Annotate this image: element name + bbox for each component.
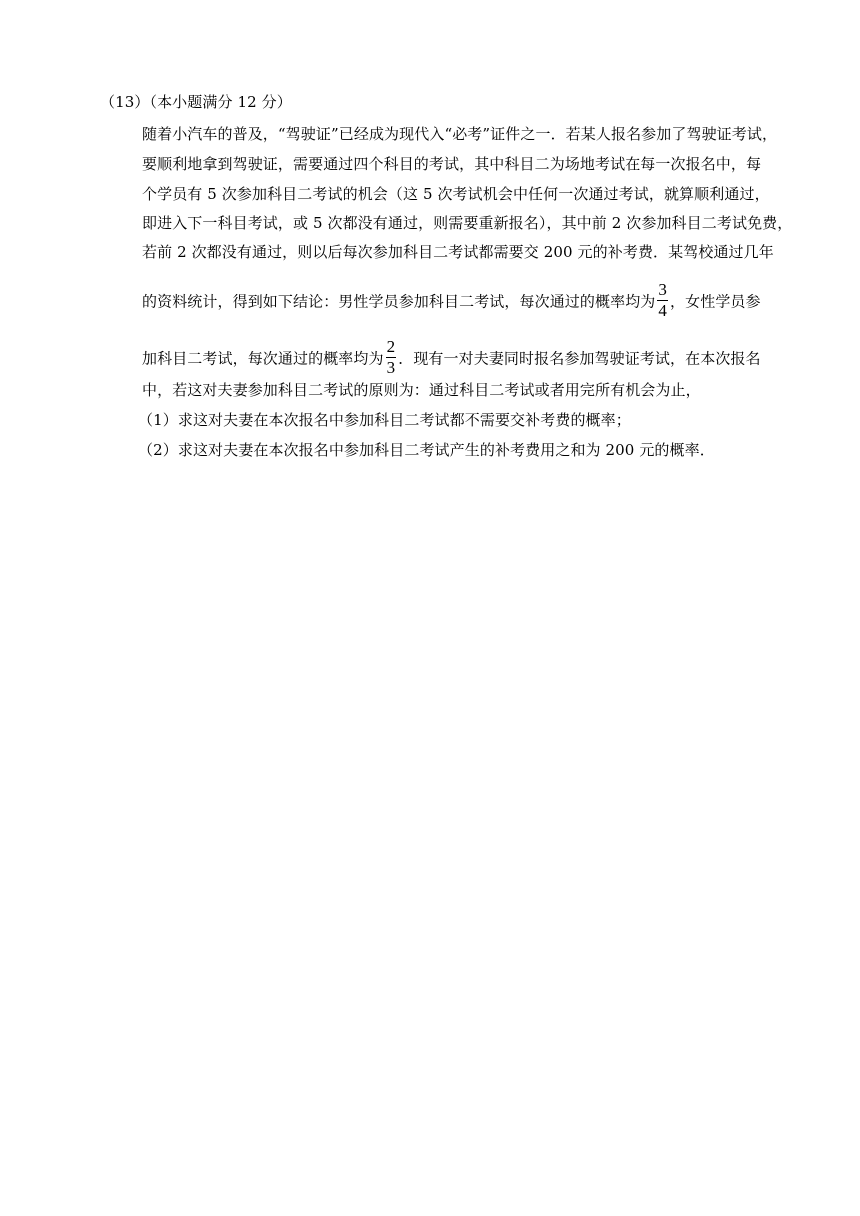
question-1: （1）求这对夫妻在本次报名中参加科目二考试都不需要交补考费的概率； <box>138 411 631 429</box>
line-7-text-after: ．现有一对夫妻同时报名参加驾驶证考试，在本次报名 <box>398 349 761 368</box>
problem-text-line-5: 若前 2 次都没有通过，则以后每次参加科目二考试都需要交 200 元的补考费．某驾校通过几年 <box>142 243 774 261</box>
fraction-numerator: 2 <box>386 337 396 356</box>
fraction-denominator: 4 <box>658 301 668 320</box>
problem-header: （13）（本小题满分 12 分） <box>100 93 292 111</box>
question-2: （2）求这对夫妻在本次报名中参加科目二考试产生的补考费用之和为 200 元的概率． <box>138 441 715 459</box>
problem-text-line-2: 要顺利地拿到驾驶证，需要通过四个科目的考试，其中科目二为场地考试在每一次报名中，每 <box>142 155 762 173</box>
problem-text-line-6 <box>142 280 761 322</box>
fraction-two-thirds <box>386 338 397 377</box>
line-6-text-before: 的资料统计，得到如下结论：男性学员参加科目二考试，每次通过的概率均为 <box>142 292 656 311</box>
fraction-three-quarters <box>657 281 668 320</box>
line-6-text-after: ，女性学员参 <box>670 292 761 311</box>
problem-text-line-1: 随着小汽车的普及，“驾驶证”已经成为现代入“必考”证件之一．若某人报名参加了驾驶证考试， <box>142 125 778 143</box>
fraction-numerator: 3 <box>658 280 668 299</box>
problem-text-line-7 <box>142 337 761 379</box>
problem-text-line-8: 中，若这对夫妻参加科目二考试的原则为：通过科目二考试或者用完所有机会为止， <box>142 381 701 399</box>
fraction-denominator: 3 <box>386 358 396 377</box>
problem-text-line-4: 即进入下一科目考试，或 5 次都没有通过，则需要重新报名），其中前 2 次参加科目二考试免费， <box>142 214 793 232</box>
line-7-text-before: 加科目二考试，每次通过的概率均为 <box>142 349 384 368</box>
problem-text-line-3: 个学员有 5 次参加科目二考试的机会（这 5 次考试机会中任何一次通过考试，就算顺利通过， <box>142 185 770 203</box>
